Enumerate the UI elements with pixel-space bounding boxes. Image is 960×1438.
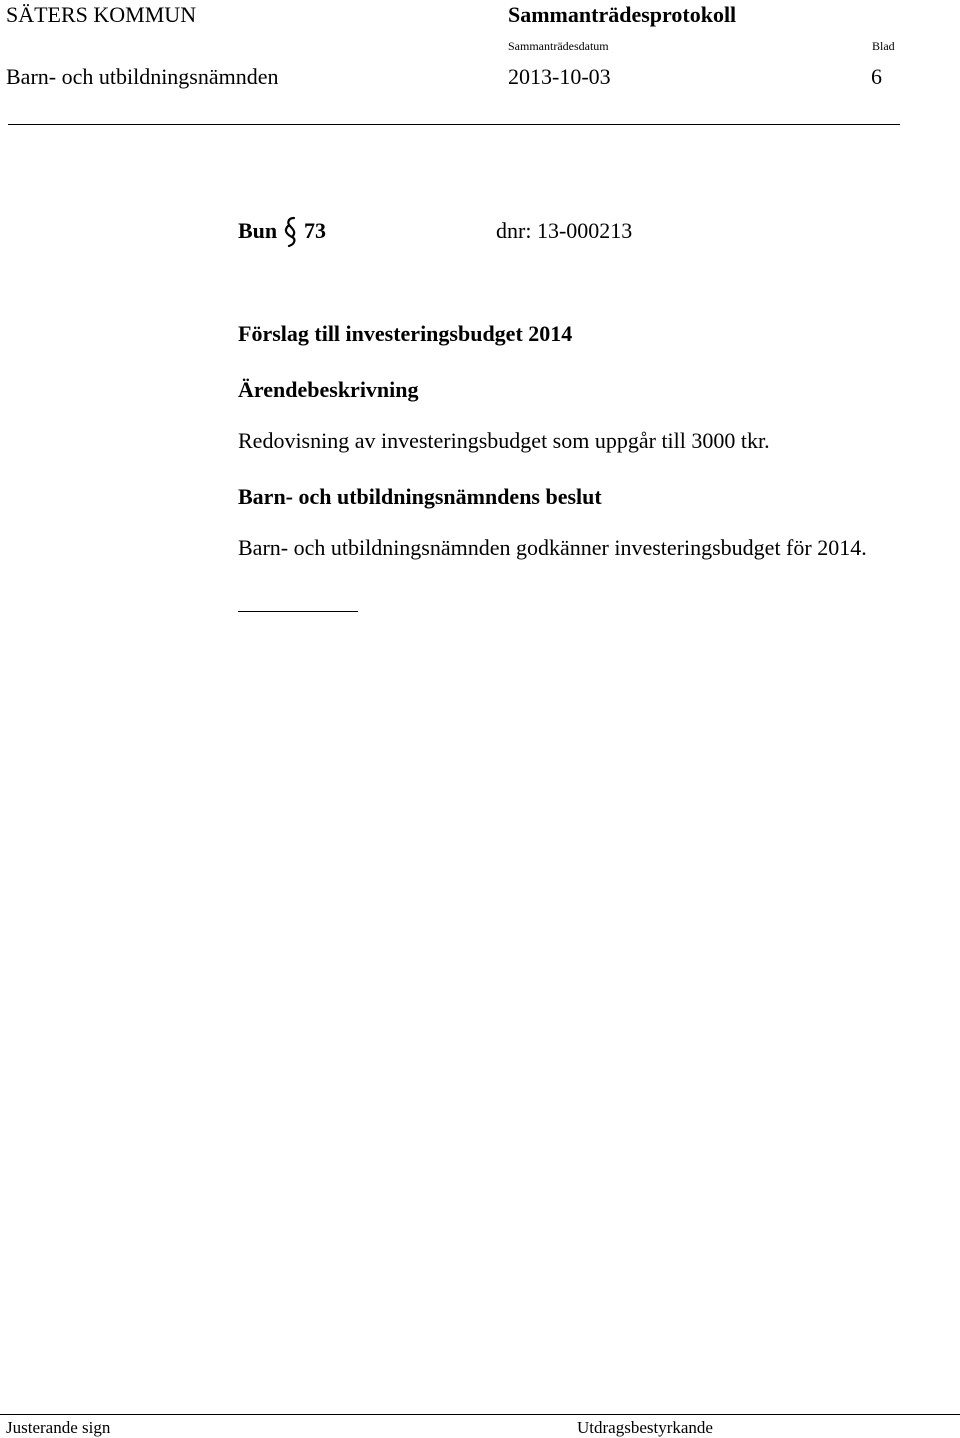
section-sign-icon — [284, 214, 298, 250]
paragraph-prefix: Bun — [238, 218, 278, 243]
organization-name: SÄTERS KOMMUN — [6, 2, 197, 27]
header-divider — [8, 124, 900, 125]
end-rule — [238, 611, 358, 612]
committee-name: Barn- och utbildningsnämnden — [6, 64, 279, 89]
page-number: 6 — [871, 64, 882, 89]
footer-signature-label: Justerande sign — [6, 1418, 111, 1437]
date-label: Sammanträdesdatum — [508, 39, 609, 53]
page-label: Blad — [872, 39, 895, 53]
description-heading: Ärendebeskrivning — [238, 377, 419, 402]
footer-certification-label: Utdragsbestyrkande — [577, 1418, 713, 1437]
case-number: dnr: 13-000213 — [496, 218, 633, 243]
document-type: Sammanträdesprotokoll — [508, 2, 737, 27]
meeting-date: 2013-10-03 — [508, 64, 611, 89]
paragraph-number: 73 — [304, 218, 326, 243]
description-text: Redovisning av investeringsbudget som uppgår till 3000 tkr. — [238, 428, 770, 453]
decision-heading: Barn- och utbildningsnämndens beslut — [238, 484, 602, 509]
footer-divider — [0, 1414, 960, 1415]
case-title: Förslag till investeringsbudget 2014 — [238, 321, 573, 346]
decision-text: Barn- och utbildningsnämnden godkänner investeringsbudget för 2014. — [238, 535, 867, 560]
